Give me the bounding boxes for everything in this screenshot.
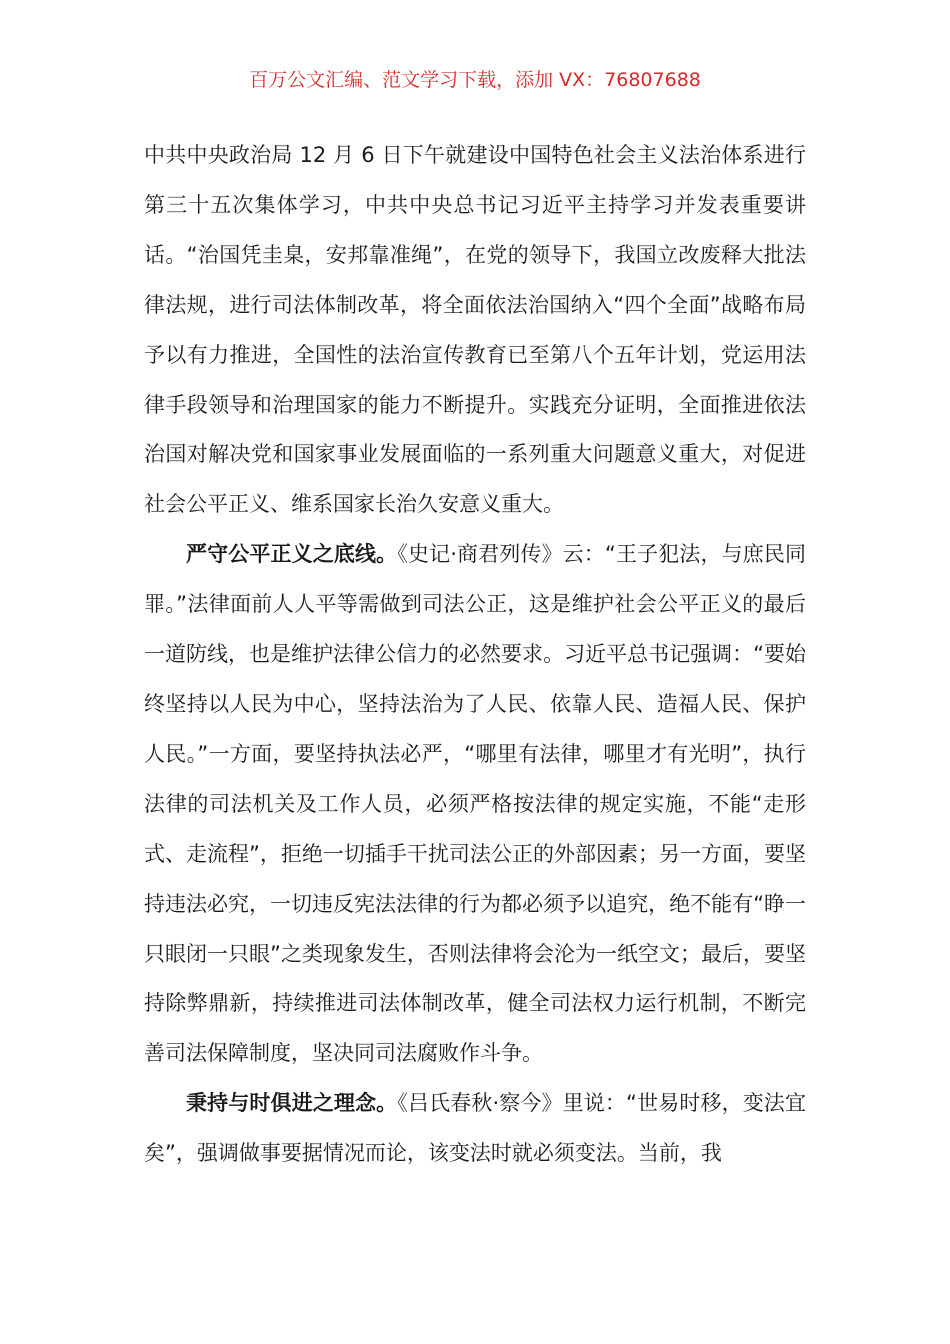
watermark-header: 百万公文汇编、范文学习下载，添加 VX：76807688 xyxy=(249,69,701,91)
paragraph-intro xyxy=(144,131,806,530)
paragraph-text: 中共中央政治局 12 月 6 日下午就建设中国特色社会主义法治体系进行第三十五次集体学习，中共中央总书记习近平主持学习并发表重要讲话。“治国凭圭臬，安邦靠准绳”，在党的领导下，我国立改废释大批法律法规，进行司法体制改革，将全面依法治国纳入“四个全面”战略布局予以有力推进，全国性的法治宣传教育已至第八个五年计划，党运用法律手段领导和治理国家的能力不断提升。实践充分证明，全面推进依法治国对解决党和国家事业发展面临的一系列重大问题意义重大，对促进社会公平正义、维系国家长治久安意义重大。 xyxy=(144,143,806,517)
paragraph-text: 《史记·商君列传》云：“王子犯法，与庶民同罪。”法律面前人人平等需做到司法公正，这是维护社会公平正义的最后一道防线，也是维护法律公信力的必然要求。习近平总书记强调：“要始终坚持以人民为中心，坚持法治为了人民、依靠人民、造福人民、保护人民。”一方面，要坚持执法必严，“哪里有法律，哪里才有光明”，执行法律的司法机关及工作人员，必须严格按法律的规定实施，不能“走形式、走流程”，拒绝一切插手干扰司法公正的外部因素；另一方面，要坚持违法必究，一切违反宪法法律的行为都必须予以追究，绝不能有“睁一只眼闭一只眼”之类现象发生，否则法律将会沦为一纸空文；最后，要坚持除弊鼎新，持续推进司法体制改革，健全司法权力运行机制，不断完善司法保障制度，坚决同司法腐败作斗争。 xyxy=(144,542,806,1066)
paragraph-heading: 严守公平正义之底线。 xyxy=(186,542,398,567)
article-body xyxy=(144,131,806,1179)
paragraph-heading: 秉持与时俱进之理念。 xyxy=(186,1091,398,1116)
paragraph-text: 《吕氏春秋·察今》里说：“世易时移，变法宜矣”，强调做事要据情况而论，该变法时就必须变法。当前，我 xyxy=(144,1091,806,1166)
paragraph-progress xyxy=(144,1079,806,1179)
paragraph-fairness xyxy=(144,530,806,1079)
